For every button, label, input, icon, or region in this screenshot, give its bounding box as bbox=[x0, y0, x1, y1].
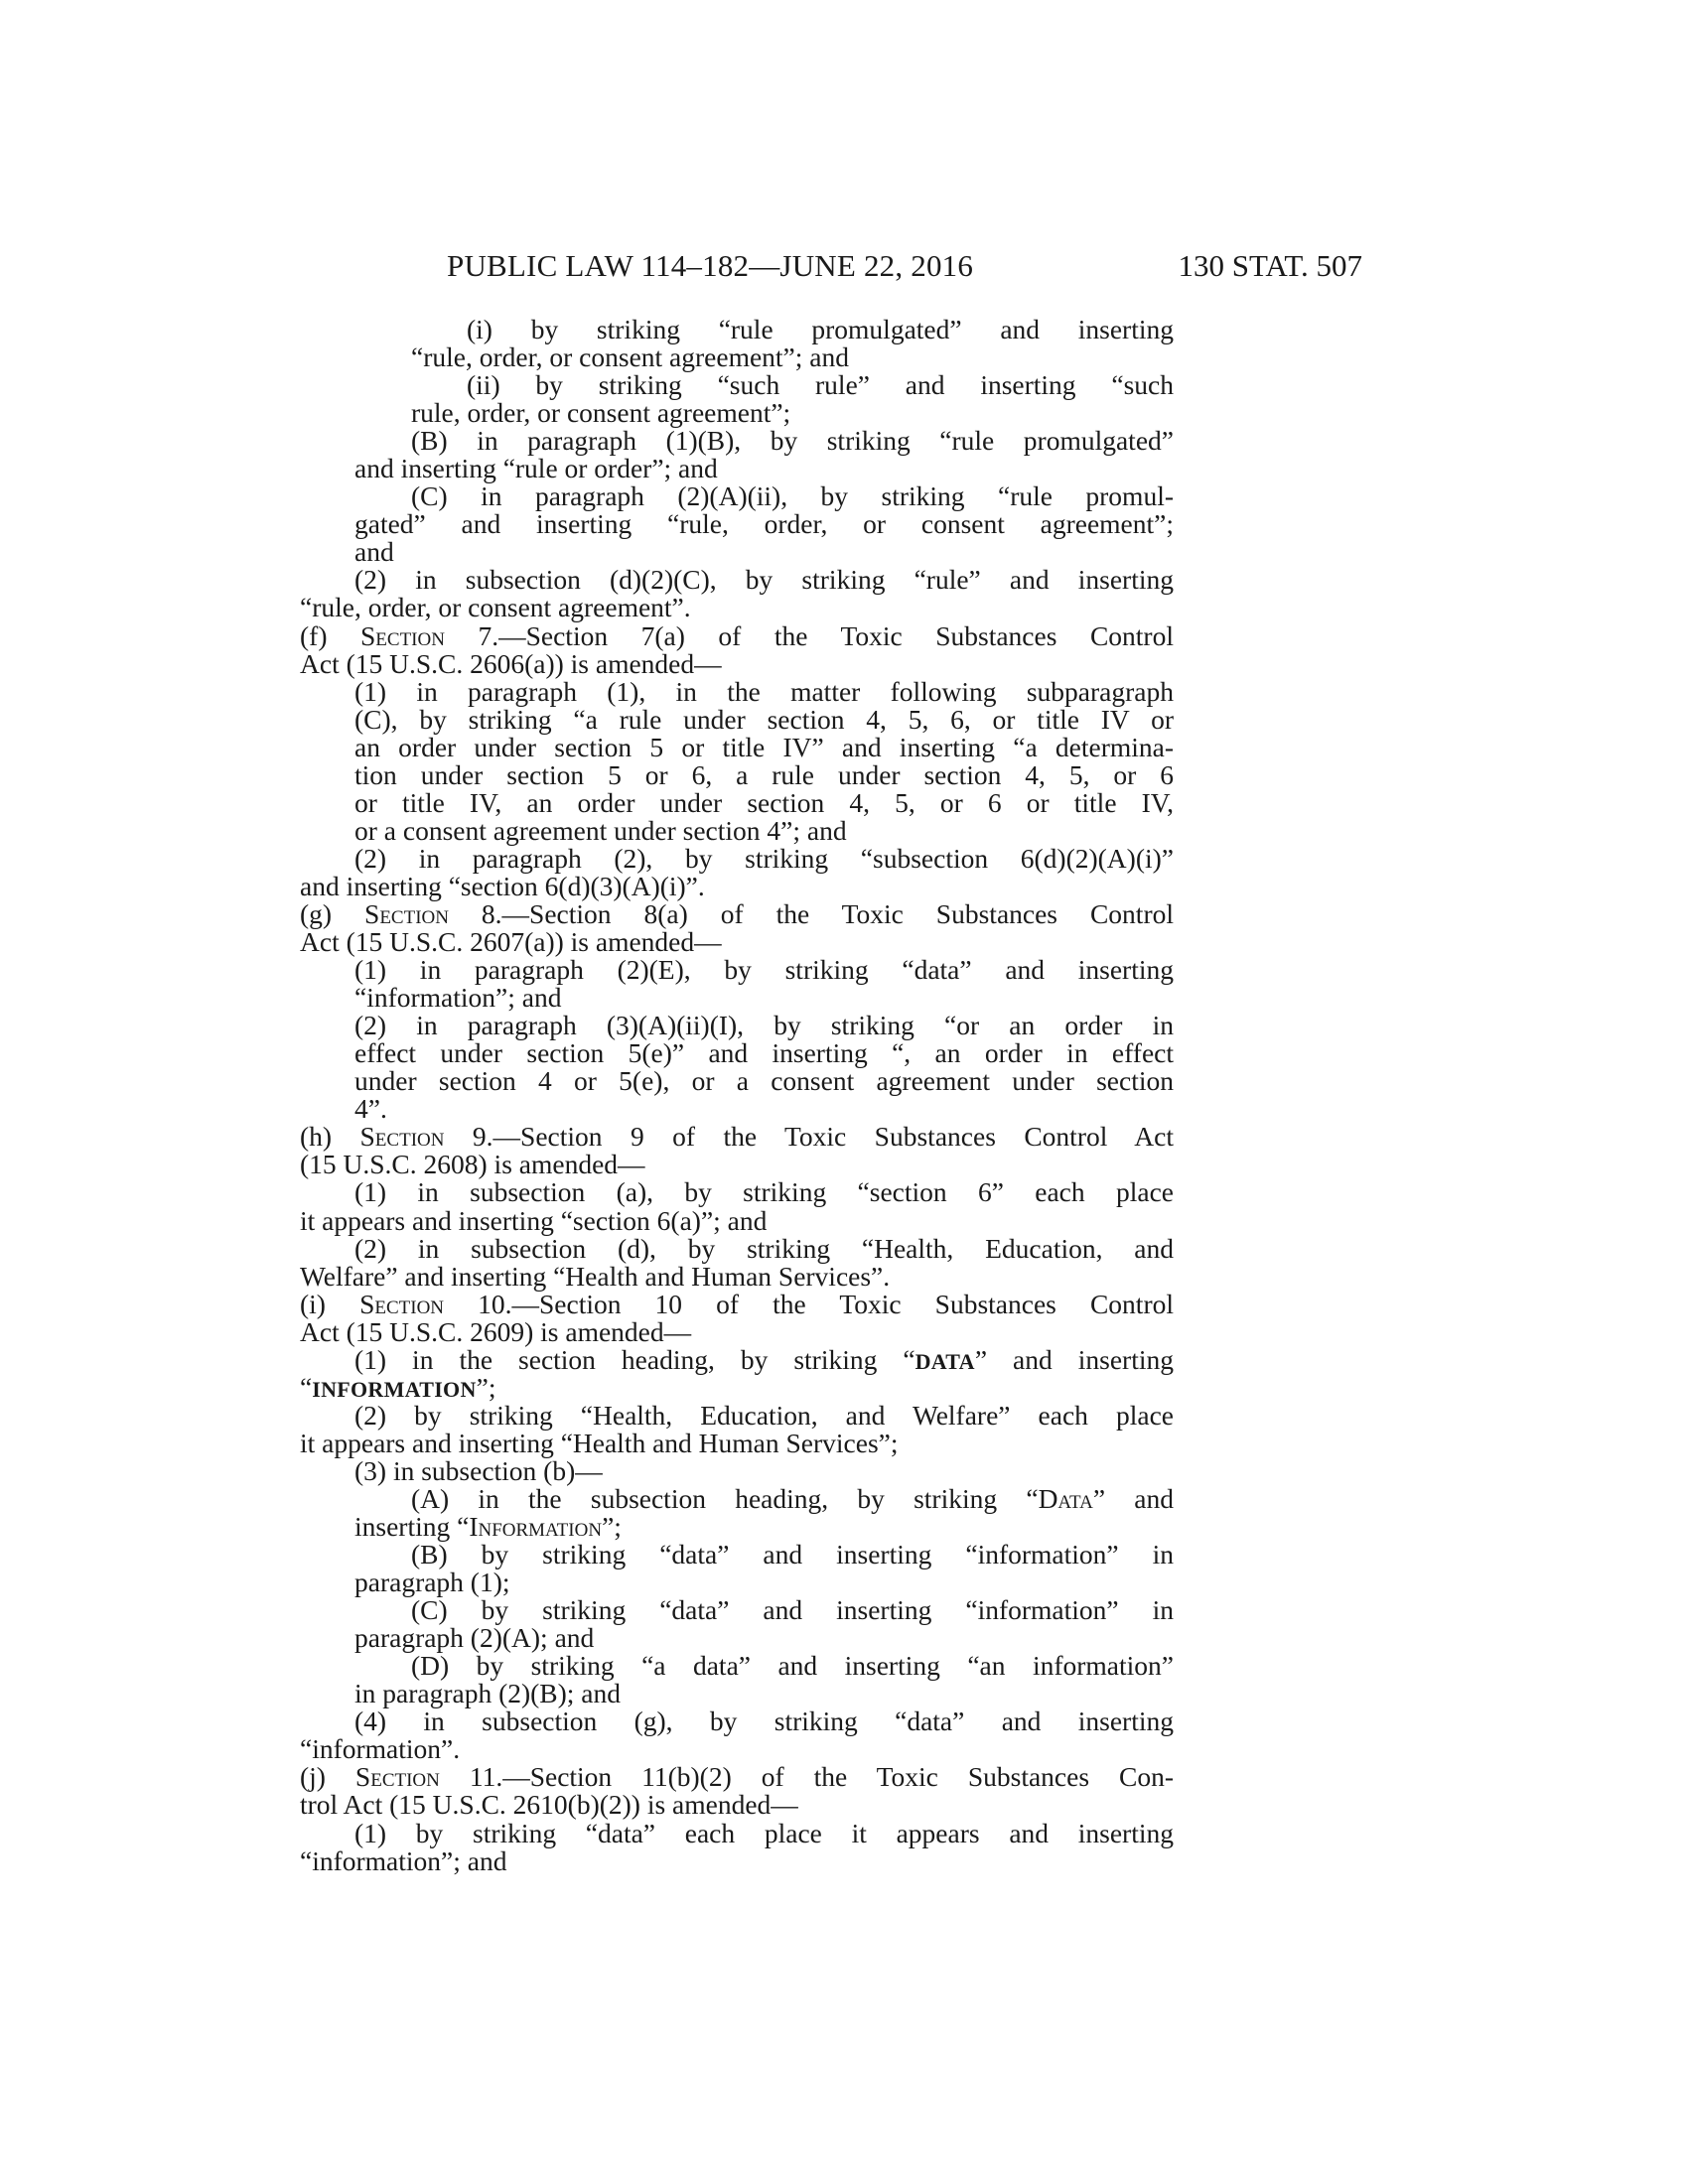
text-line: Act (15 U.S.C. 2609) is amended— bbox=[300, 1315, 692, 1347]
text-run: (j) bbox=[300, 1761, 355, 1793]
running-head bbox=[447, 246, 1362, 286]
text-run: inserting “ bbox=[354, 1511, 470, 1543]
bold-caps-text: INFORMATION bbox=[312, 1376, 477, 1402]
text-line: (2) in subsection (d), by striking “Health, Education, and bbox=[354, 1232, 1174, 1264]
text-run: (A) in the subsection heading, by striking “ bbox=[411, 1482, 1039, 1514]
text-line bbox=[300, 1371, 1174, 1403]
text-run: 8.—Section 8(a) of the Toxic Substances Control bbox=[448, 897, 1174, 929]
text-line: paragraph (1); bbox=[354, 1567, 510, 1598]
text-line: tion under section 5 or 6, a rule under section 4, 5, or 6 bbox=[354, 758, 1174, 790]
text-line: (1) by striking “data” each place it appears and inserting bbox=[354, 1817, 1174, 1848]
text-run: ” and bbox=[1092, 1482, 1174, 1514]
text-line: (C), by striking “a rule under section 4, 5, 6, or title IV or bbox=[354, 703, 1174, 735]
text-line: and inserting “section 6(d)(3)(A)(i)”. bbox=[300, 870, 705, 901]
text-line bbox=[300, 1123, 1174, 1151]
text-line: 4”. bbox=[354, 1093, 387, 1125]
text-line: and inserting “rule or order”; and bbox=[354, 453, 718, 484]
text-run: “ bbox=[300, 1371, 313, 1403]
text-line: “rule, order, or consent agreement”. bbox=[300, 592, 691, 623]
text-run: (g) bbox=[300, 897, 365, 929]
text-run: 7.—Section 7(a) of the Toxic Substances Control bbox=[444, 619, 1174, 651]
text-line: (1) in paragraph (1), in the matter following subparagraph bbox=[354, 675, 1174, 707]
text-line: “information”; and bbox=[354, 982, 562, 1014]
text-line: rule, order, or consent agreement”; bbox=[411, 397, 791, 429]
small-caps-text: Information bbox=[469, 1511, 603, 1543]
text-run: 9.—Section 9 of the Toxic Substances Control Act bbox=[444, 1121, 1174, 1153]
text-line: “information”. bbox=[300, 1733, 461, 1765]
small-caps-text: Section bbox=[359, 1121, 445, 1153]
text-line: (2) in subsection (d)(2)(C), by striking “rule” and inserting bbox=[354, 564, 1174, 596]
text-line: Welfare” and inserting “Health and Human Services”. bbox=[300, 1260, 891, 1292]
text-line: (D) by striking “a data” and inserting “an information” bbox=[411, 1650, 1174, 1682]
text-line: gated” and inserting “rule, order, or consent agreement”; bbox=[354, 508, 1174, 540]
text-line: (15 U.S.C. 2608) is amended— bbox=[300, 1149, 645, 1180]
small-caps-text: Section bbox=[360, 619, 445, 651]
text-line: under section 4 or 5(e), or a consent agreement under section bbox=[354, 1065, 1174, 1097]
text-line bbox=[300, 1513, 1174, 1541]
text-line: (i) by striking “rule promulgated” and inserting bbox=[467, 314, 1174, 344]
text-run: ”; bbox=[602, 1511, 622, 1543]
small-caps-text: Section bbox=[354, 1761, 440, 1793]
text-line: paragraph (2)(A); and bbox=[354, 1622, 595, 1654]
text-line: (C) by striking “data” and inserting “information” in bbox=[411, 1594, 1174, 1626]
text-line: (B) in paragraph (1)(B), by striking “rule promulgated” bbox=[411, 425, 1174, 457]
text-line: Act (15 U.S.C. 2607(a)) is amended— bbox=[300, 926, 722, 958]
text-line bbox=[300, 1343, 1174, 1375]
text-line bbox=[300, 619, 1174, 651]
small-caps-text: Section bbox=[364, 897, 449, 929]
text-line: (3) in subsection (b)— bbox=[354, 1454, 603, 1486]
text-run: (i) bbox=[300, 1288, 360, 1319]
text-line: and bbox=[354, 536, 394, 568]
text-line bbox=[300, 1482, 1174, 1514]
text-line: or a consent agreement under section 4”; and bbox=[354, 814, 847, 846]
text-run: 10.—Section 10 of the Toxic Substances Control bbox=[444, 1288, 1174, 1319]
text-run: (f) bbox=[300, 619, 360, 651]
text-line bbox=[300, 897, 1174, 929]
text-line: (B) by striking “data” and inserting “information” in bbox=[411, 1539, 1174, 1570]
text-line: it appears and inserting “section 6(a)”; and bbox=[300, 1204, 768, 1236]
text-line: (ii) by striking “such rule” and inserting “such bbox=[467, 369, 1174, 401]
text-line: “rule, order, or consent agreement”; and bbox=[411, 341, 849, 373]
small-caps-text: Section bbox=[359, 1288, 445, 1319]
text-line: in paragraph (2)(B); and bbox=[354, 1678, 622, 1709]
text-line: (2) in paragraph (2), by striking “subsection 6(d)(2)(A)(i)” bbox=[354, 842, 1174, 874]
text-line: it appears and inserting “Health and Human Services”; bbox=[300, 1427, 899, 1458]
small-caps-text: Data bbox=[1038, 1482, 1093, 1514]
text-line: (C) in paragraph (2)(A)(ii), by striking “rule promul- bbox=[411, 480, 1174, 512]
text-line: (1) in paragraph (2)(E), by striking “data” and inserting bbox=[354, 954, 1174, 986]
text-run: ”; bbox=[476, 1371, 496, 1403]
body-text bbox=[300, 316, 1174, 1875]
text-line: trol Act (15 U.S.C. 2610(b)(2)) is amended— bbox=[300, 1789, 798, 1821]
running-head-title: PUBLIC LAW 114–182—JUNE 22, 2016 bbox=[447, 248, 974, 283]
text-line: an order under section 5 or title IV” and inserting “a determina- bbox=[354, 731, 1174, 762]
text-line: (2) in paragraph (3)(A)(ii)(I), by striking “or an order in bbox=[354, 1010, 1174, 1041]
page-number: 130 STAT. 507 bbox=[1178, 248, 1362, 283]
text-run: 11.—Section 11(b)(2) of the Toxic Substances Con- bbox=[439, 1761, 1174, 1793]
text-line: effect under section 5(e)” and inserting “, an order in effect bbox=[354, 1037, 1174, 1069]
text-line: (1) in subsection (a), by striking “section 6” each place bbox=[354, 1176, 1174, 1208]
text-line bbox=[300, 1288, 1174, 1319]
text-run: ” and inserting bbox=[974, 1343, 1174, 1375]
text-run: (1) in the section heading, by striking “ bbox=[354, 1343, 915, 1375]
text-line: “information”; and bbox=[300, 1844, 507, 1876]
text-line: (4) in subsection (g), by striking “data” and inserting bbox=[354, 1706, 1174, 1737]
text-line: (2) by striking “Health, Education, and Welfare” each place bbox=[354, 1399, 1174, 1431]
text-line: or title IV, an order under section 4, 5, or 6 or title IV, bbox=[354, 786, 1174, 818]
bold-caps-text: DATA bbox=[914, 1348, 975, 1374]
text-line: Act (15 U.S.C. 2606(a)) is amended— bbox=[300, 647, 722, 679]
text-run: (h) bbox=[300, 1121, 360, 1153]
text-line bbox=[300, 1763, 1174, 1791]
